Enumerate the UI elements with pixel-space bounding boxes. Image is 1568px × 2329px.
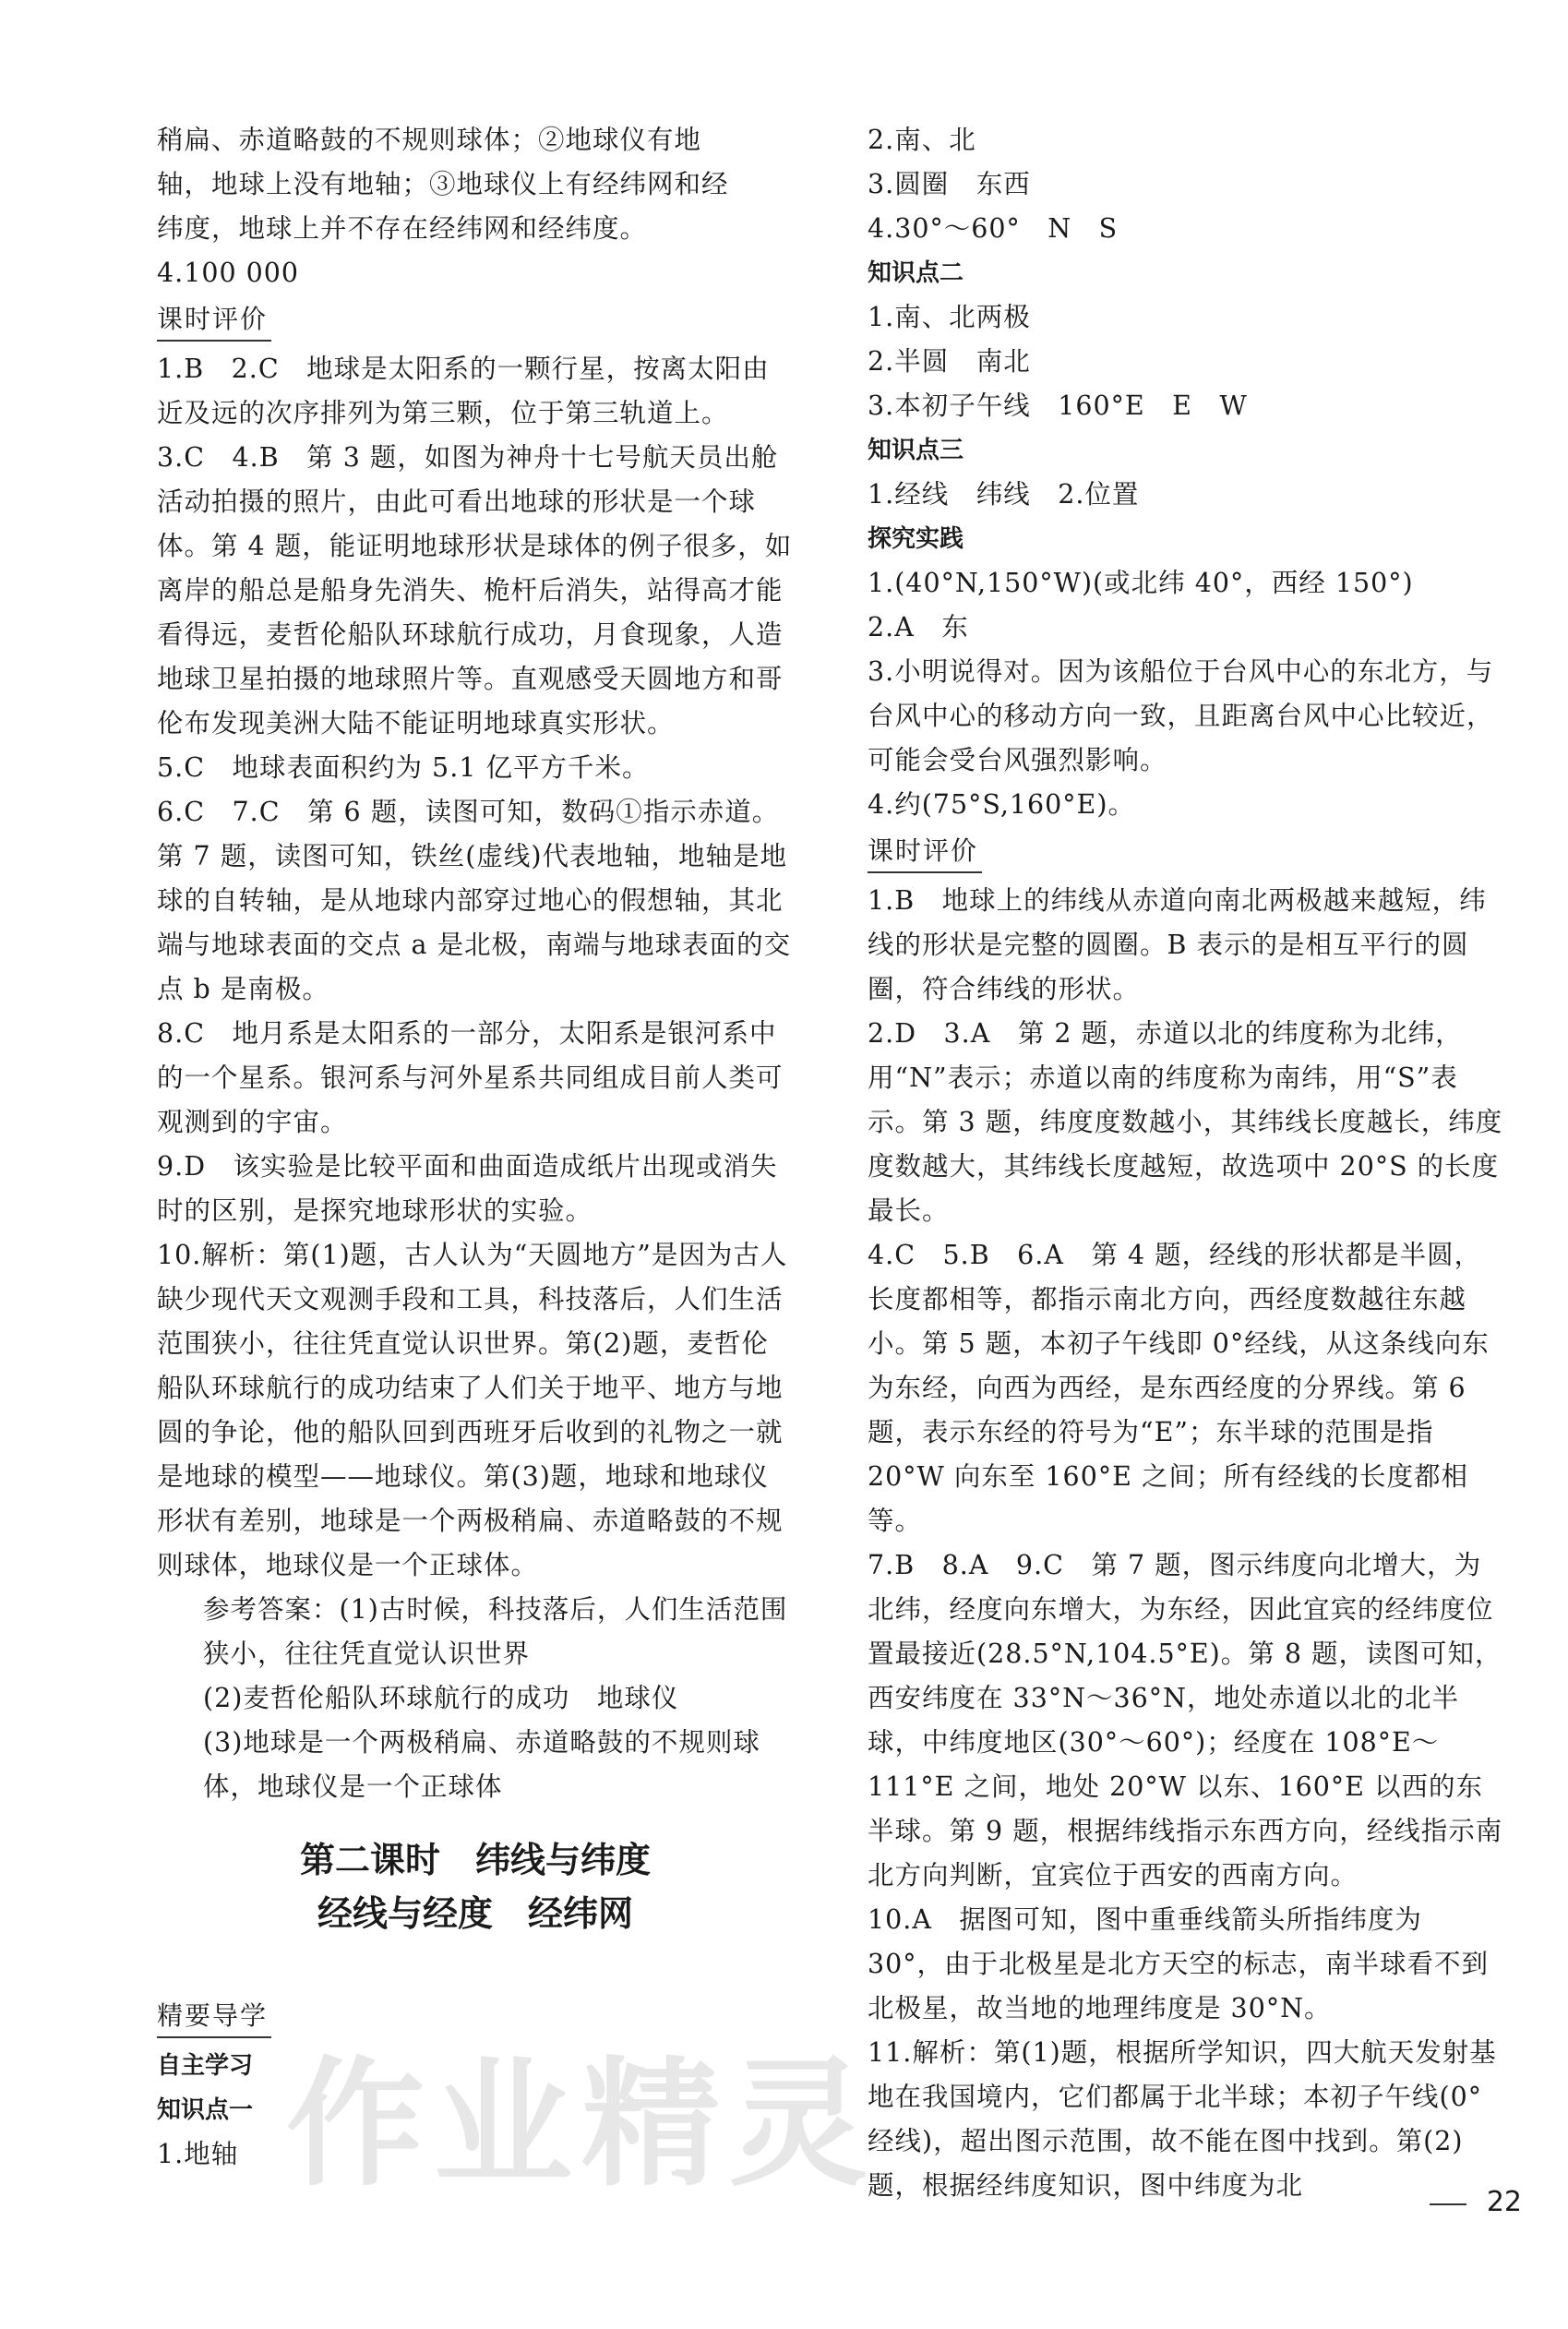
subsection-heading: 知识点三 <box>868 437 964 464</box>
text-line: 纬度，地球上并不存在经纬网和经纬度。 <box>157 213 648 244</box>
page-number-rule <box>1430 2203 1466 2205</box>
subsection-heading: 知识点一 <box>157 2096 254 2124</box>
answer-item: 1.地轴 <box>157 2139 239 2169</box>
answer-item: 2.A 东 <box>868 612 969 642</box>
section-heading-jingyao: 精要导学 <box>157 1998 271 2038</box>
answer-item: 4.约(75°S,160°E)。 <box>868 789 1135 820</box>
text-line: 4.100 000 <box>157 258 300 288</box>
answer-item: 4.30°～60° N S <box>868 213 1119 244</box>
answer-item: 3.小明说得对。因为该船位于台风中心的东北方，与台风中心的移动方向一致，且距离台风中心比较近，可能会受台风强烈影响。 <box>868 656 1494 775</box>
answer-item: 4.C 5.B 6.A 第 4 题，经线的形状都是半圆，长度都相等，都指示南北方向，西经度数越往东越小。第 5 题，本初子午线即 0°经线，从这条线向东为东经，向西为西经，是东西经度的分界线。第 6 题，表示东经的符号为“E”；东半球的范围是指 20°W 向东至 160°E 之间；所有经线的长度都相等。 <box>868 1240 1490 1536</box>
answer-item: 1.经线 纬线 2.位置 <box>868 479 1140 510</box>
reference-answer: 参考答案：(1)古时候，科技落后，人们生活范围狭小，往往凭直觉认识世界 <box>203 1594 788 1669</box>
section-heading-keshi: 课时评价 <box>868 833 982 873</box>
answer-item: 5.C 地球表面积约为 5.1 亿平方千米。 <box>157 752 650 783</box>
answer-item: 2.半圆 南北 <box>868 346 1031 377</box>
lesson-title: 第二课时 纬线与纬度 <box>299 1840 651 1880</box>
text-line: 轴，地球上没有地轴；③地球仪上有经纬网和经 <box>157 169 729 199</box>
right-column <box>868 118 1504 2208</box>
answer-item: 10.A 据图可知，图中重垂线箭头所指纬度为 30°，由于北极星是北方天空的标志，南半球看不到北极星，故当地的地理纬度是 30°N。 <box>868 1904 1490 2023</box>
text-line: 稍扁、赤道略鼓的不规则球体；②地球仪有地 <box>157 125 702 155</box>
answer-item: 3.本初子午线 160°E E W <box>868 390 1248 421</box>
answer-item: 3.圆圈 东西 <box>868 169 1031 199</box>
watermark: 作业精灵 <box>286 2045 878 2205</box>
answer-item: 2.南、北 <box>868 125 976 155</box>
answer-item: 1.B 地球上的纬线从赤道向南北两极越来越短，纬线的形状是完整的圆圈。B 表示的是相互平行的圆圈，符合纬线的形状。 <box>868 885 1487 1004</box>
answer-item: 3.C 4.B 第 3 题，如图为神舟十七号航天员出舱活动拍摄的照片，由此可看出地球的形状是一个球体。第 4 题，能证明地球形状是球体的例子很多，如离岸的船总是船身先消失、桅杆后消失，站得高才能看得远，麦哲伦船队环球航行成功，月食现象，人造地球卫星拍摄的地球照片等。直观感受天圆地方和哥伦布发现美洲大陆不能证明地球真实形状。 <box>157 442 793 738</box>
answer-item: 8.C 地月系是太阳系的一部分，太阳系是银河系中的一个星系。银河系与河外星系共同组成目前人类可观测到的宇宙。 <box>157 1018 784 1137</box>
answer-item: 1.B 2.C 地球是太阳系的一颗行星，按离太阳由近及远的次序排列为第三颗，位于第三轨道上。 <box>157 354 770 428</box>
page-number: 22 <box>1486 2186 1522 2218</box>
answer-item: 11.解析：第(1)题，根据所学知识，四大航天发射基地在我国境内，它们都属于北半球；本初子午线(0°经线)，超出图示范围，故不能在图中找到。第(2)题，根据经纬度知识，图中纬度为北 <box>868 2037 1497 2201</box>
subsection-heading: 知识点二 <box>868 259 964 287</box>
left-column <box>157 118 794 2177</box>
answer-item: 10.解析：第(1)题，古人认为“天圆地方”是因为古人缺少现代天文观测手段和工具，科技落后，人们生活范围狭小，往往凭直觉认识世界。第(2)题，麦哲伦船队环球航行的成功结束了人们关于地平、地方与地圆的争论，他的船队回到西班牙后收到的礼物之一就是地球的模型——地球仪。第(3)题，地球和地球仪形状有差别，地球是一个两极稍扁、赤道略鼓的不规则球体，地球仪是一个正球体。 <box>157 1240 788 1580</box>
lesson-subtitle: 经线与经度 经纬网 <box>317 1893 633 1934</box>
answer-item: 1.(40°N,150°W)(或北纬 40°，西经 150°) <box>868 568 1414 598</box>
reference-answer: (3)地球是一个两极稍扁、赤道略鼓的不规则球体，地球仪是一个正球体 <box>203 1727 760 1802</box>
subsection-heading: 探究实践 <box>868 525 964 553</box>
answer-item: 9.D 该实验是比较平面和曲面造成纸片出现或消失时的区别，是探究地球形状的实验。 <box>157 1151 778 1226</box>
reference-answer: (2)麦哲伦船队环球航行的成功 地球仪 <box>203 1683 679 1713</box>
answer-item: 6.C 7.C 第 6 题，读图可知，数码①指示赤道。第 7 题，读图可知，铁丝(虚线)代表地轴，地轴是地球的自转轴，是从地球内部穿过地心的假想轴，其北端与地球表面的交点 a 是北极，南端与地球表面的交点 b 是南极。 <box>157 797 792 1004</box>
answer-item: 1.南、北两极 <box>868 302 1031 332</box>
answer-item: 2.D 3.A 第 2 题，赤道以北的纬度称为北纬，用“N”表示；赤道以南的纬度称为南纬，用“S”表示。第 3 题，纬度度数越小，其纬线长度越长，纬度度数越大，其纬线长度越短，故选项中 20°S 的长度最长。 <box>868 1018 1503 1226</box>
answer-item: 7.B 8.A 9.C 第 7 题，图示纬度向北增大，为北纬，经度向东增大，为东经，因此宜宾的经纬度位置最接近(28.5°N,104.5°E)。第 8 题，读图可知，西安纬度在 33°N～36°N，地处赤道以北的北半球，中纬度地区(30°～60°)；经度在 108°E～111°E 之间，地处 20°W 以东、160°E 以西的东半球。第 9 题，根据纬线指示东西方向，经线指示南北方向判断，宜宾位于西安的西南方向。 <box>868 1550 1503 1891</box>
section-heading-keshi: 课时评价 <box>157 301 271 342</box>
subsection-heading: 自主学习 <box>157 2052 254 2080</box>
